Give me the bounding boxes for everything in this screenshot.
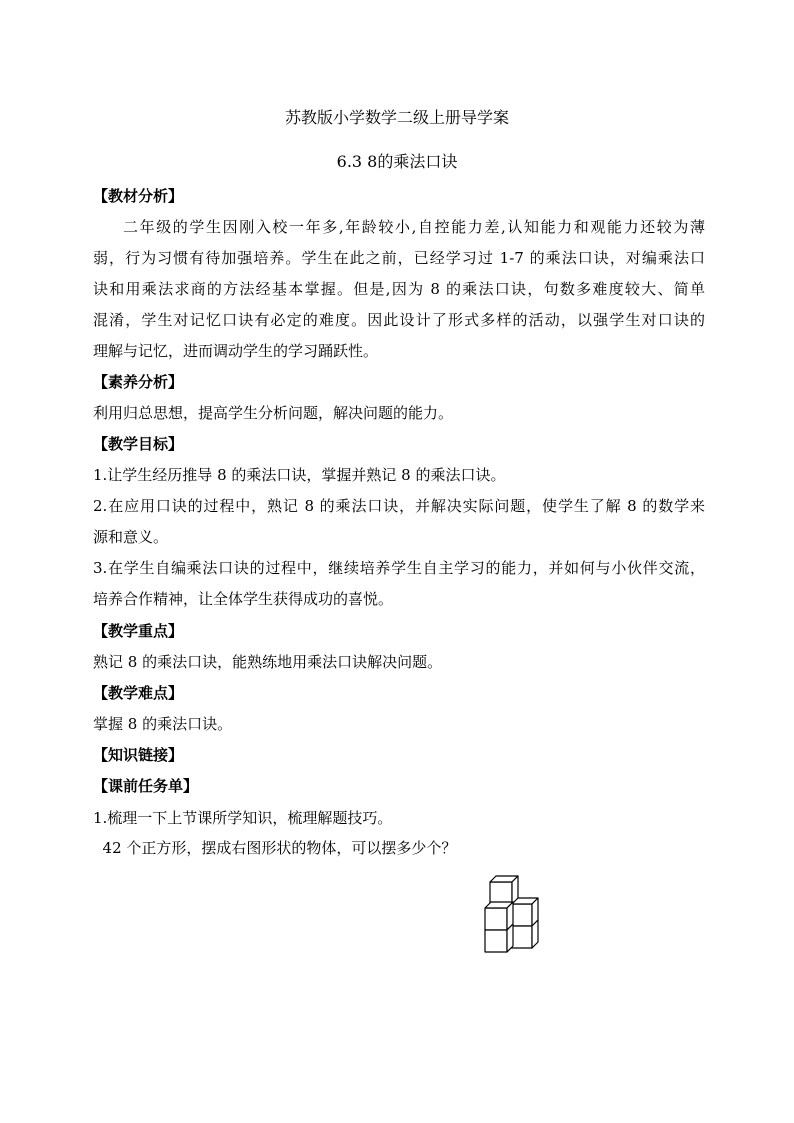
pre-tasks-line-1: 1.梳理一下上节课所学知识，梳理解题技巧。 [93,809,393,827]
analysis-line-1: 二年级的学生因刚入校一年多,年龄较小,自控能力差,认知能力和观能力还较为薄 [123,218,705,236]
literacy-line-1: 利用归总思想，提高学生分析问题，解决问题的能力。 [93,404,454,422]
goals-line-2: 2.在应用口诀的过程中，熟记 8 的乘法口诀，并解决实际问题，使学生了解 8 的数学来 [93,497,705,515]
key-points-line-1: 熟记 8 的乘法口诀，能熟练地用乘法口诀解决问题。 [93,653,443,671]
section-heading-key-points: 【教学重点】 [93,622,184,640]
goals-line-3: 源和意义。 [93,528,169,546]
goals-line-1: 1.让学生经历推导 8 的乘法口诀，掌握并熟记 8 的乘法口诀。 [93,466,506,484]
section-heading-links: 【知识链接】 [93,746,184,764]
goals-line-5: 培养合作精神，让全体学生获得成功的喜悦。 [93,590,394,608]
section-heading-analysis: 【教材分析】 [93,187,184,205]
analysis-line-5: 理解与记忆，进而调动学生的学习踊跃性。 [93,342,379,360]
analysis-line-4: 混淆，学生对记忆口诀有必定的难度。因此设计了形式多样的活动，以强学生对口诀的 [93,311,705,329]
lesson-subtitle: 6.3 8的乘法口诀 [336,152,458,171]
section-heading-goals: 【教学目标】 [93,435,184,453]
difficulties-line-1: 掌握 8 的乘法口诀。 [93,715,233,733]
goals-line-4: 3.在学生自编乘法口诀的过程中，继续培养学生自主学习的能力，并如何与小伙伴交流， [93,559,705,577]
section-heading-literacy: 【素养分析】 [93,373,184,391]
stacked-cubes-figure-icon [480,868,542,958]
cube-middle [485,902,513,930]
section-heading-pre-tasks: 【课前任务单】 [93,777,199,795]
cube-top [490,876,518,904]
analysis-line-2: 弱，行为习惯有待加强培养。学生在此之前，已经学习过 1-7 的乘法口诀，对编乘法口 [93,249,705,267]
pre-tasks-line-2: 42 个正方形，摆成右图形状的物体，可以摆多少个？ [93,839,457,857]
analysis-line-3: 诀和用乘法求商的方法经基本掌握。但是,因为 8 的乘法口诀，句数多难度较大、简单 [93,280,705,298]
section-heading-difficulties: 【教学难点】 [93,684,184,702]
document-title: 苏教版小学数学二级上册导学案 [284,108,509,127]
